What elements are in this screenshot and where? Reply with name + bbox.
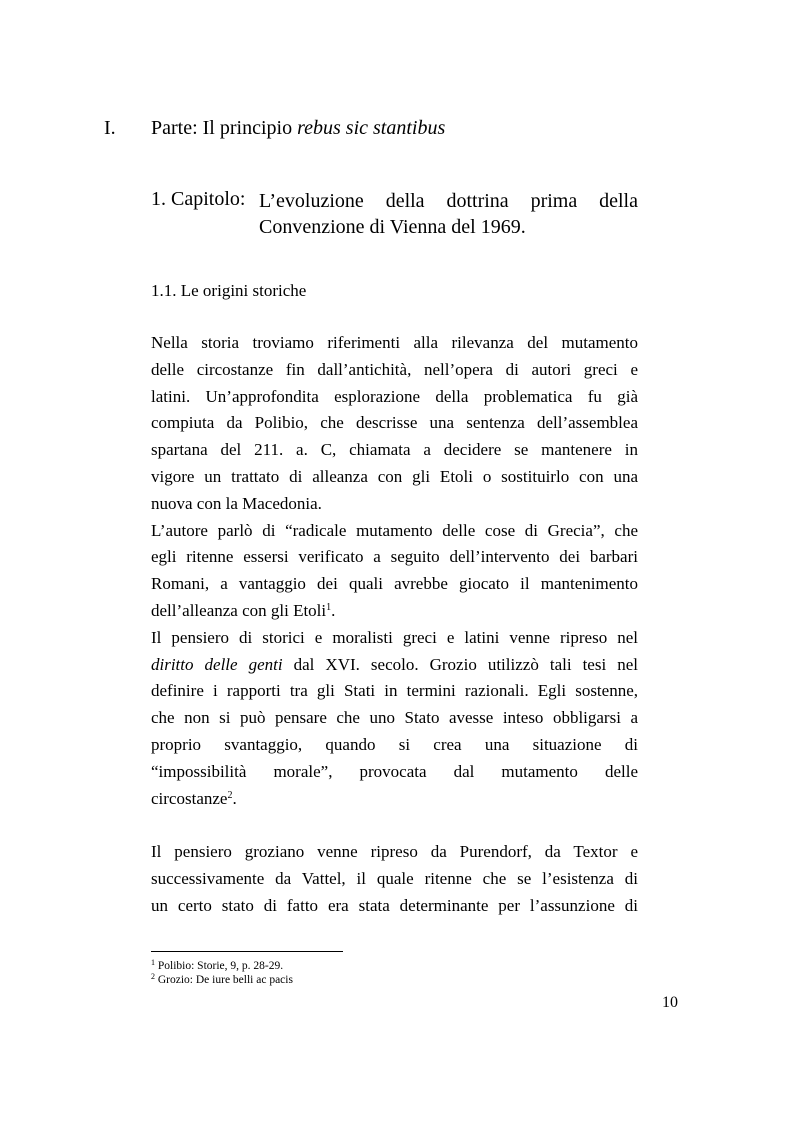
paragraph-1 xyxy=(151,330,638,518)
chapter-label: 1. Capitolo: xyxy=(151,188,246,210)
footnote-text: Polibio: Storie, 9, p. 28-29. xyxy=(155,960,284,972)
text-fragment: dell’alleanza con gli Etoli xyxy=(151,600,327,620)
text-fragment: . xyxy=(232,788,237,808)
footnote-text: Grozio: De iure belli ac pacis xyxy=(155,974,293,986)
italic-term: diritto delle genti xyxy=(151,654,283,674)
text-line: un certo stato di fatto era stata determinante per l’assunzione di xyxy=(151,895,638,915)
text-line: nuova con la Macedonia. xyxy=(151,493,322,513)
page-number: 10 xyxy=(662,994,678,1011)
footnote-2 xyxy=(151,974,293,986)
text-line: Romani, a vantaggio dei quali avrebbe giocato il mantenimento xyxy=(151,574,638,594)
text-line: Il pensiero di storici e moralisti greci e latini venne ripreso nel xyxy=(151,627,638,647)
part-title-prefix: Parte: Il principio xyxy=(151,117,298,139)
text-line: Il pensiero groziano venne ripreso da Purendorf, da Textor e xyxy=(151,842,638,862)
text-line xyxy=(151,652,638,679)
chapter-title-line-2: Convenzione di Vienna del 1969. xyxy=(259,216,526,238)
text-fragment: dal XVI. secolo. Grozio utilizzò tali tesi nel xyxy=(282,654,638,674)
part-title-italic: rebus sic stantibus xyxy=(297,117,446,139)
text-line: “impossibilità morale”, provocata dal mutamento delle xyxy=(151,761,638,781)
footnote-number: 1 xyxy=(151,958,155,967)
text-line: latini. Un’approfondita esplorazione della problematica fu già xyxy=(151,386,638,406)
body-text xyxy=(151,330,638,920)
paragraph-gap xyxy=(151,812,638,839)
text-line: egli ritenne essersi verificato a seguito dell’intervento dei barbari xyxy=(151,547,638,567)
text-line: proprio svantaggio, quando si crea una situazione di xyxy=(151,734,638,754)
paragraph-2 xyxy=(151,518,638,625)
text-line: L’autore parlò di “radicale mutamento delle cose di Grecia”, che xyxy=(151,520,638,540)
part-number: I. xyxy=(104,117,116,139)
text-line: definire i rapporti tra gli Stati in termini razionali. Egli sostenne, xyxy=(151,681,638,701)
paragraph-3 xyxy=(151,625,638,813)
text-line xyxy=(151,786,638,813)
text-line: delle circostanze fin dall’antichità, nell’opera di autori greci e xyxy=(151,359,638,379)
text-fragment: . xyxy=(331,600,336,620)
text-line: Nella storia troviamo riferimenti alla rilevanza del mutamento xyxy=(151,333,638,352)
footnote-separator xyxy=(151,951,343,952)
text-line: che non si può pensare che uno Stato avesse inteso obbligarsi a xyxy=(151,708,638,728)
text-line: compiuta da Polibio, che descrisse una sentenza dell’assemblea xyxy=(151,413,638,433)
chapter-title-line-1: L’evoluzione della dottrina prima della xyxy=(259,190,638,212)
footnote-ref-1: 1 xyxy=(326,601,332,613)
part-title xyxy=(151,117,445,140)
paragraph-4 xyxy=(151,839,638,919)
chapter-title xyxy=(259,188,638,240)
section-title: 1.1. Le origini storiche xyxy=(151,281,307,300)
footnote-1 xyxy=(151,960,283,972)
footnote-ref-2: 2 xyxy=(227,789,233,801)
text-fragment: circostanze xyxy=(151,788,228,808)
text-line: vigore un trattato di alleanza con gli Etoli o sostituirlo con una xyxy=(151,466,638,486)
footnote-number: 2 xyxy=(151,972,155,981)
text-line: spartana del 211. a. C, chiamata a decidere se mantenere in xyxy=(151,440,638,460)
text-line: successivamente da Vattel, il quale ritenne che se l’esistenza di xyxy=(151,868,638,888)
text-line xyxy=(151,598,638,625)
